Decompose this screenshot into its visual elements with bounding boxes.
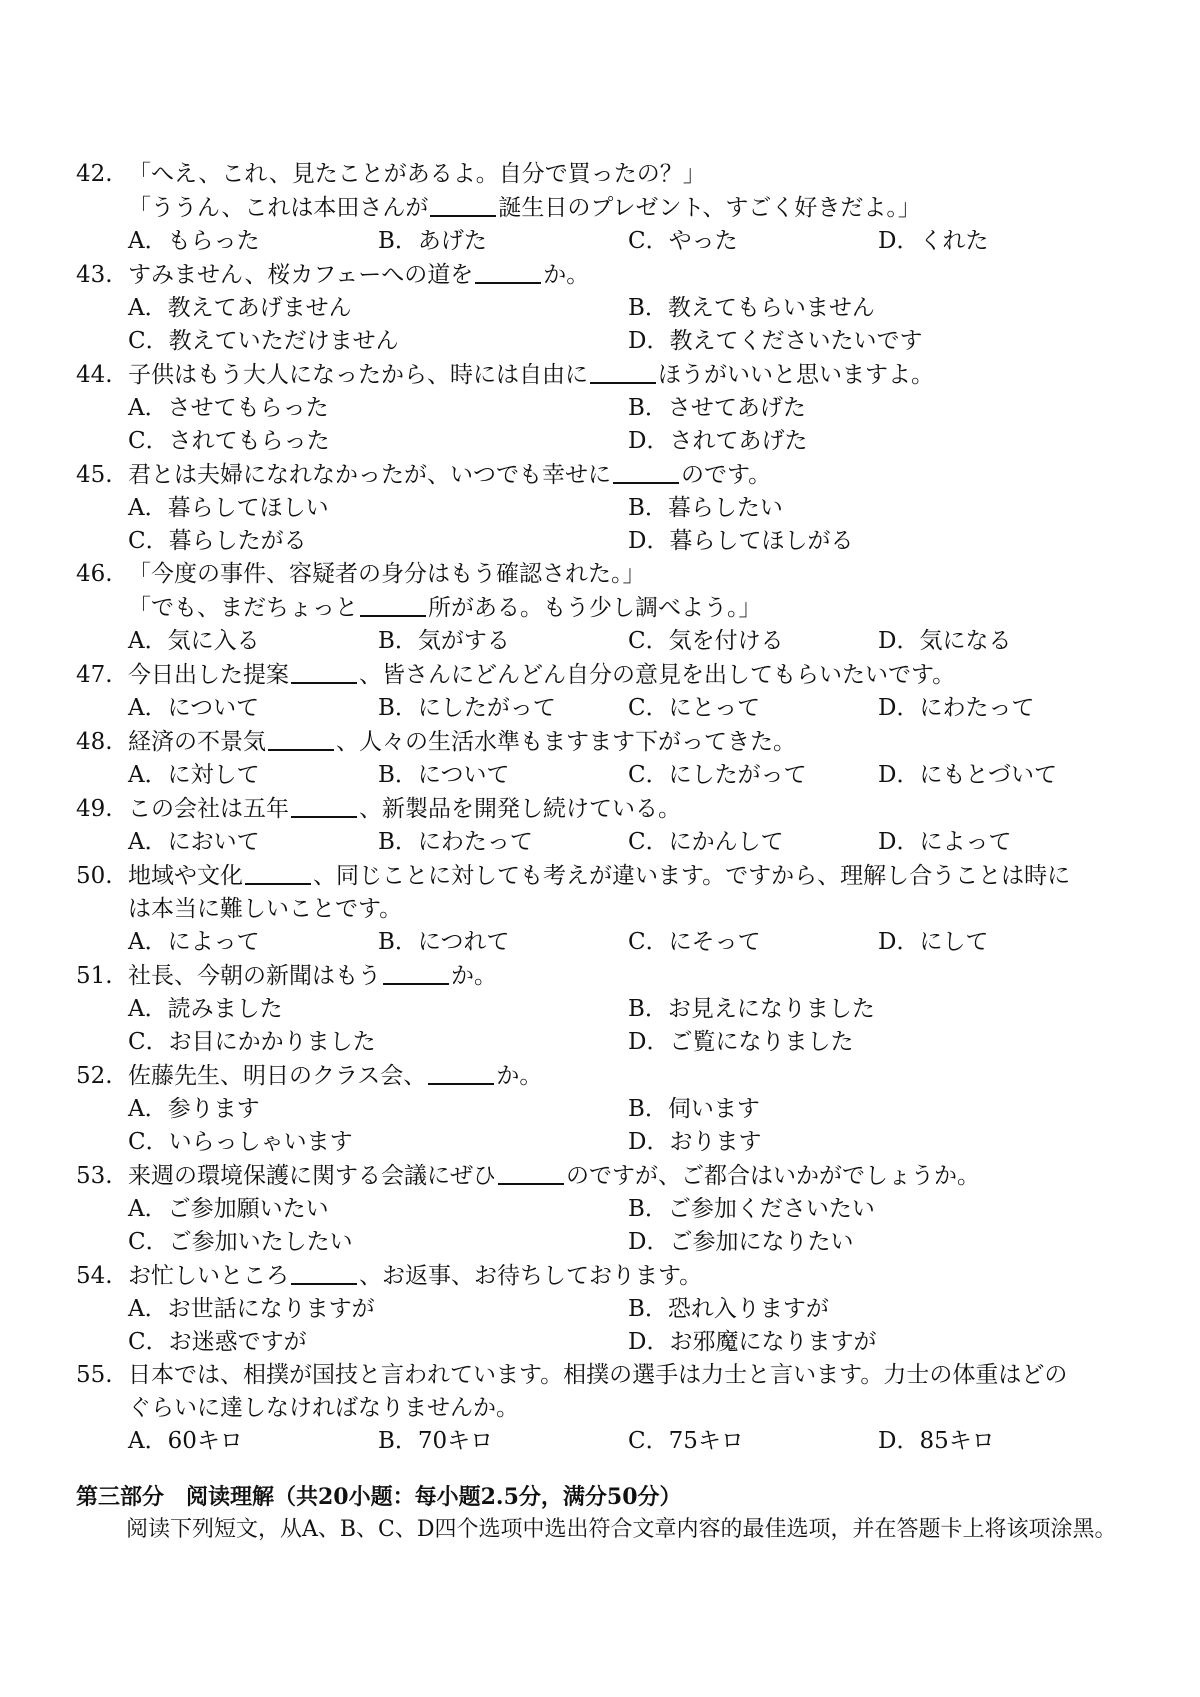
question-number: 48.: [76, 729, 113, 755]
answer-option: A．によって: [128, 929, 260, 955]
answer-option: B．伺います: [628, 1096, 760, 1122]
question-item: [76, 1259, 1136, 1359]
question-stem: [76, 158, 1136, 191]
options-row: [128, 625, 1136, 658]
answer-option: B．あげた: [378, 228, 487, 254]
question-number: 50.: [76, 863, 113, 889]
stem-text: 佐藤先生、明日のクラス会、: [128, 1063, 427, 1089]
answer-blank: [498, 1159, 564, 1185]
stem-text: 子供はもう大人になったから、時には自由に: [128, 362, 588, 388]
question-stem-continued: [76, 191, 1136, 225]
stem-text: 「へえ、これ、見たことがあるよ。自分で買ったの？」: [128, 161, 706, 187]
question-number: 43.: [76, 262, 113, 288]
answer-option: B．70キロ: [378, 1428, 494, 1454]
stem-text: すみません、桜カフェーへの道を: [128, 262, 474, 288]
stem-text-after-blank: 、同じことに対しても考えが違います。ですから、理解し合うことは時に: [313, 863, 1071, 889]
question-item: [76, 558, 1136, 658]
options-row: [128, 492, 1136, 558]
question-number: 53.: [76, 1163, 113, 1189]
options-row: [128, 926, 1136, 959]
answer-option: A．お世話になりますが: [128, 1296, 375, 1322]
question-stem: [76, 1259, 1136, 1293]
answer-blank: [291, 1259, 357, 1285]
question-item: [76, 458, 1136, 558]
stem-text: 君とは夫婦になれなかったが、いつでも幸せに: [128, 462, 611, 488]
stem-text: この会社は五年: [128, 796, 289, 822]
stem-text-after-blank: 、人々の生活水準もますます下がってきた。: [336, 729, 796, 755]
answer-option: D．にもとづいて: [878, 762, 1057, 788]
question-number: 52.: [76, 1063, 113, 1089]
question-stem: [76, 1359, 1136, 1392]
answer-option: B．ご参加くださいたい: [628, 1196, 875, 1222]
answer-option: D．にわたって: [878, 695, 1035, 721]
stem-text-after-blank: か。: [543, 262, 590, 288]
answer-option: C．にそって: [628, 929, 761, 955]
answer-option: D．によって: [878, 829, 1012, 855]
question-item: [76, 1159, 1136, 1259]
answer-option: B．お見えになりました: [628, 996, 875, 1022]
answer-option: C．75キロ: [628, 1428, 744, 1454]
answer-option: A．暮らしてほしい: [128, 495, 329, 521]
stem-text: 経済の不景気: [128, 729, 266, 755]
reading-section-header: [76, 1480, 1136, 1546]
stem-text-after-blank: のですが、ご都合はいかがでしょうか。: [566, 1163, 980, 1189]
answer-option: A．もらった: [128, 228, 260, 254]
question-number: 44.: [76, 362, 113, 388]
stem-text-after-blank: か。: [451, 963, 497, 989]
answer-option: B．恐れ入りますが: [628, 1296, 829, 1322]
options-row: [128, 1093, 1136, 1159]
answer-option: A．教えてあげません: [128, 295, 352, 321]
stem-text: 今日出した提案: [128, 662, 289, 688]
stem-text: 「ううん、これは本田さんが: [128, 195, 429, 221]
answer-option: B．気がする: [378, 628, 510, 654]
answer-option: B．について: [378, 762, 510, 788]
question-number: 46.: [76, 561, 113, 587]
answer-option: A．させてもらった: [128, 395, 329, 421]
stem-text-after-blank: 、皆さんにどんどん自分の意見を出してもらいたいです。: [359, 662, 956, 688]
question-stem-continued: [76, 893, 1136, 926]
stem-text-after-blank: のです。: [681, 462, 772, 488]
stem-text: 社長、今朝の新聞はもう: [128, 963, 381, 989]
answer-option: A．について: [128, 695, 260, 721]
answer-option: A．において: [128, 829, 260, 855]
answer-option: C．お目にかかりました: [128, 1029, 376, 1055]
options-row: [128, 1425, 1136, 1458]
question-list: [76, 158, 1136, 1458]
answer-option: C．にかんして: [628, 829, 784, 855]
question-item: [76, 658, 1136, 725]
question-stem: [76, 859, 1136, 893]
question-item: [76, 725, 1136, 792]
options-row: [128, 392, 1136, 458]
question-number: 47.: [76, 662, 113, 688]
answer-option: C．いらっしゃいます: [128, 1129, 353, 1155]
question-stem: [76, 1159, 1136, 1193]
question-item: [76, 158, 1136, 258]
question-stem: [76, 1059, 1136, 1093]
question-number: 42.: [76, 161, 113, 187]
question-stem-continued: [76, 1392, 1136, 1425]
answer-option: D．ご覧になりました: [628, 1029, 854, 1055]
stem-text-after-blank: 誕生日のプレゼント、すごく好きだよ。」: [498, 195, 921, 221]
question-stem-continued: [76, 591, 1136, 625]
answer-option: B．教えてもらいません: [628, 295, 875, 321]
question-stem: [76, 558, 1136, 591]
answer-option: B．させてあげた: [628, 395, 806, 421]
answer-option: C．暮らしたがる: [128, 528, 307, 554]
answer-option: A．60キロ: [128, 1428, 243, 1454]
question-item: [76, 792, 1136, 859]
answer-option: C．教えていただけません: [128, 328, 399, 354]
options-row: [128, 692, 1136, 725]
answer-option: C．にとって: [628, 695, 761, 721]
question-stem: [76, 258, 1136, 292]
answer-option: C．されてもらった: [128, 428, 330, 454]
answer-option: C．気を付ける: [628, 628, 784, 654]
answer-blank: [383, 959, 449, 985]
question-stem: [76, 358, 1136, 392]
stem-text-after-blank: ほうがいいと思いますよ。: [658, 362, 934, 388]
answer-option: D．お邪魔になりますが: [628, 1329, 877, 1355]
answer-option: A．ご参加願いたい: [128, 1196, 329, 1222]
question-item: [76, 859, 1136, 959]
stem-text-after-blank: か。: [496, 1063, 543, 1089]
answer-option: D．暮らしてほしがる: [628, 528, 854, 554]
question-item: [76, 358, 1136, 458]
answer-option: A．参ります: [128, 1096, 260, 1122]
answer-option: D．気になる: [878, 628, 1012, 654]
section-instructions: 阅读下列短文，从A、B、C、D四个选项中选出符合文章内容的最佳选项，并在答题卡上将该项涂黑。: [126, 1517, 1117, 1542]
answer-blank: [475, 258, 541, 284]
answer-blank: [430, 191, 496, 217]
answer-blank: [245, 859, 311, 885]
question-item: [76, 1359, 1136, 1458]
question-number: 54.: [76, 1263, 113, 1289]
stem-text-after-blank: 、新製品を開発し続けている。: [359, 796, 681, 822]
options-row: [128, 826, 1136, 859]
options-row: [128, 993, 1136, 1059]
stem-text: ぐらいに達しなければなりませんか。: [128, 1395, 519, 1421]
options-row: [128, 225, 1136, 258]
stem-text: お忙しいところ: [128, 1263, 289, 1289]
answer-option: B．につれて: [378, 929, 510, 955]
options-row: [128, 1293, 1136, 1359]
answer-blank: [360, 591, 426, 617]
question-number: 49.: [76, 796, 113, 822]
stem-text: は本当に難しいことです。: [128, 896, 403, 922]
stem-text: 「でも、まだちょっと: [128, 595, 358, 621]
question-number: 45.: [76, 462, 113, 488]
answer-option: D．ご参加になりたい: [628, 1229, 854, 1255]
answer-option: B．暮らしたい: [628, 495, 783, 521]
stem-text-after-blank: 、お返事、お待ちしております。: [359, 1263, 703, 1289]
answer-option: D．教えてくださいたいです: [628, 328, 923, 354]
stem-text: 「今度の事件、容疑者の身分はもう確認された。」: [128, 561, 646, 587]
question-stem: [76, 959, 1136, 993]
answer-option: C．にしたがって: [628, 762, 807, 788]
answer-option: C．ご参加いたしたい: [128, 1229, 353, 1255]
stem-text: 日本では、相撲が国技と言われています。相撲の選手は力士と言います。力士の体重はどの: [128, 1362, 1068, 1388]
answer-blank: [291, 658, 357, 684]
answer-option: D．されてあげた: [628, 428, 808, 454]
section-title: 第三部分 阅读理解（共20小题：每小题2.5分，满分50分）: [76, 1484, 682, 1510]
answer-option: A．気に入る: [128, 628, 260, 654]
question-stem: [76, 658, 1136, 692]
answer-option: A．読みました: [128, 996, 283, 1022]
question-stem: [76, 725, 1136, 759]
answer-option: C．やった: [628, 228, 738, 254]
stem-text: 地域や文化: [128, 863, 243, 889]
options-row: [128, 1193, 1136, 1259]
answer-blank: [268, 725, 334, 751]
answer-option: B．にしたがって: [378, 695, 556, 721]
question-number: 51.: [76, 963, 113, 989]
question-stem: [76, 792, 1136, 826]
question-item: [76, 1059, 1136, 1159]
question-number: 55.: [76, 1362, 113, 1388]
answer-blank: [590, 358, 656, 384]
stem-text: 来週の環境保護に関する会議にぜひ: [128, 1163, 496, 1189]
question-item: [76, 959, 1136, 1059]
stem-text-after-blank: 所がある。もう少し調べよう。」: [428, 595, 762, 621]
answer-option: D．おります: [628, 1129, 762, 1155]
answer-option: D．にして: [878, 929, 989, 955]
answer-option: A．に対して: [128, 762, 260, 788]
answer-blank: [613, 458, 679, 484]
answer-blank: [291, 792, 357, 818]
options-row: [128, 292, 1136, 358]
answer-blank: [428, 1059, 494, 1085]
question-item: [76, 258, 1136, 358]
answer-option: C．お迷惑ですが: [128, 1329, 307, 1355]
answer-option: D．くれた: [878, 228, 989, 254]
options-row: [128, 759, 1136, 792]
answer-option: B．にわたって: [378, 829, 533, 855]
answer-option: D．85キロ: [878, 1428, 995, 1454]
question-stem: [76, 458, 1136, 492]
